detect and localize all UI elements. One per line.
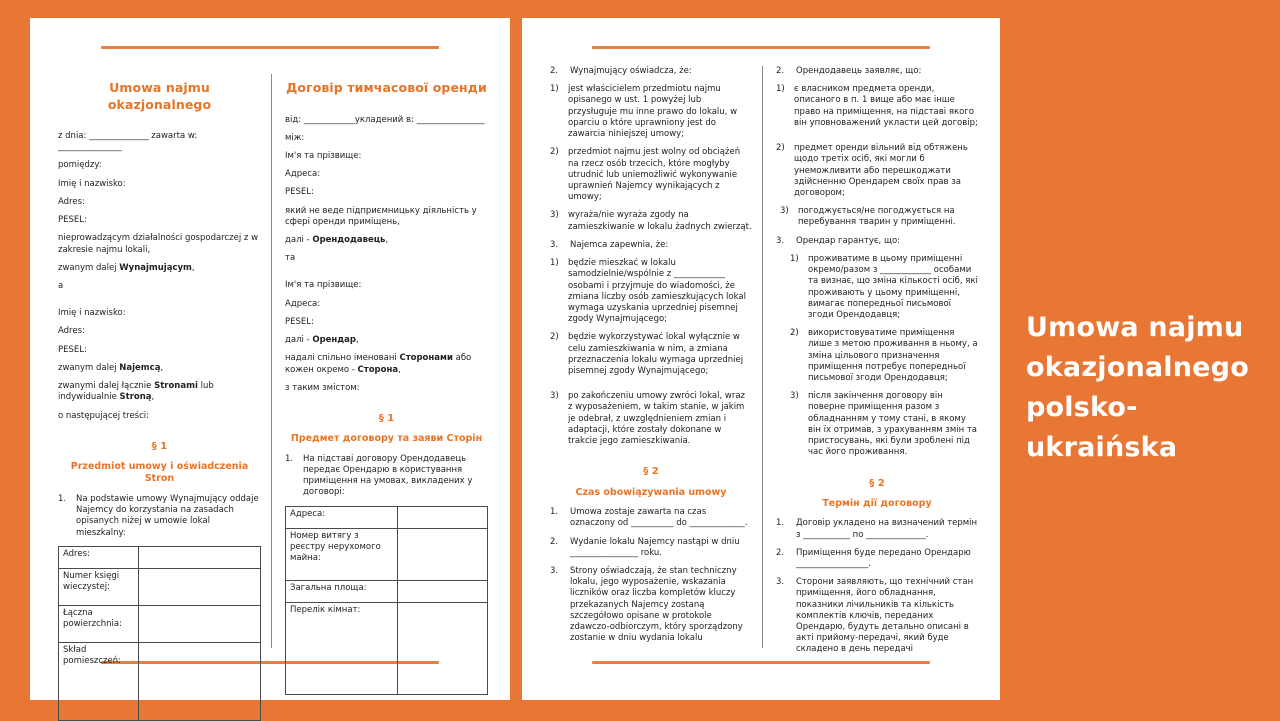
parties-designation: zwanymi dalej łącznie Stronami lub indywidualnie Stroną, <box>58 381 214 403</box>
clause-number: 3. <box>550 239 559 250</box>
clause-number: 2) <box>776 143 785 154</box>
table-row <box>286 602 488 694</box>
clause-text: przedmiot najmu jest wolny od obciążeń na rzecz osób trzecich, które mogłyby utrudnić lub uniemożliwić wykonywanie uprawnień Najemcy wynikających z umowy; <box>568 147 741 203</box>
table-row <box>59 642 261 720</box>
parties-designation: надалі спільно іменовані Сторонами або кожен окремо - Сторона, <box>285 353 472 375</box>
clause-text: Орендар гарантує, що: <box>796 235 901 246</box>
section-number: § 2 <box>869 477 885 489</box>
page1-columns <box>46 74 498 666</box>
landlord-designation: далі - Орендодавець, <box>285 235 389 246</box>
clause-number: 3) <box>550 391 559 402</box>
page2-column-ukrainian <box>762 66 988 655</box>
clause-item <box>550 66 752 77</box>
table-value-cell <box>139 546 261 568</box>
clause-number: 1. <box>285 453 294 464</box>
clause-subitem <box>550 210 752 232</box>
clause-number: 2) <box>550 147 559 158</box>
pesel-field-label: PESEL: <box>58 344 87 355</box>
contract-title-polish: Umowa najmu okazjonalnego <box>107 80 212 112</box>
clause-text: Приміщення буде передано Орендарю _________________. <box>796 547 971 569</box>
clause-number: 1. <box>550 507 559 518</box>
clause-text: Wydanie lokalu Najemcy nastąpi w dniu ________________ roku. <box>570 536 740 558</box>
section-title: Czas obowiązywania umowy <box>575 486 727 498</box>
table-row <box>286 528 488 580</box>
clause-text: проживатиме в цьому приміщенні окремо/разом з ____________ особами та визнає, що зміна кількості осіб, які проживають у цьому приміщенні, вимагає попередньої письмової згоди Орендодавця; <box>808 253 978 320</box>
clause-number: 1) <box>550 258 559 269</box>
clause-number: 3. <box>776 235 785 246</box>
clause-number: 1) <box>776 84 785 95</box>
pesel-field-label: PESEL: <box>285 316 314 327</box>
between-label: між: <box>285 132 305 143</box>
table-label-cell: Łączna powierzchnia: <box>59 605 139 642</box>
table-label-cell: Номер витягу з реєстру нерухомого майна: <box>286 528 398 580</box>
clause-item <box>550 537 752 559</box>
cover-caption-line: polsko-ukraińska <box>1026 392 1178 463</box>
clause-item <box>285 454 488 499</box>
cover-caption <box>1026 308 1280 468</box>
table-value-cell <box>398 580 488 602</box>
address-field-label: Адреса: <box>285 169 321 180</box>
table-label-cell: Адреса: <box>286 506 398 528</box>
clause-number: 3. <box>776 577 785 588</box>
clause-number: 1) <box>790 253 799 264</box>
clause-text: jest właścicielem przedmiotu najmu opisanego w ust. 1 powyżej lub przysługuje mu inne prawo do lokalu, w oparciu o które uprawniony jest do zawarcia niniejszej umowy; <box>568 84 738 140</box>
clause-text: Орендодавець заявляє, що: <box>796 66 922 76</box>
section-number: § 1 <box>151 440 168 452</box>
clause-item <box>550 240 752 251</box>
section-number: § 2 <box>643 466 659 478</box>
table-value-cell <box>139 568 261 605</box>
tenant-designation: далі - Орендар, <box>285 335 359 346</box>
content-intro: o następującej treści: <box>58 410 150 421</box>
clause-subitem <box>776 328 978 384</box>
table-value-cell <box>139 605 261 642</box>
clause-text: będzie wykorzystywać lokal wyłącznie w celu zamieszkiwania w nim, a zmiana przeznaczenia lokalu wymaga uprzedniej pisemnej zgody Wynajmującego; <box>568 332 744 377</box>
clause-text: погоджується/не погоджується на перебування тварин у приміщенні. <box>798 206 956 228</box>
clause-number: 2) <box>790 328 799 339</box>
page2-columns <box>538 66 988 655</box>
name-field-label: Imię i nazwisko: <box>58 178 126 189</box>
clause-item <box>58 494 261 539</box>
table-row <box>59 605 261 642</box>
document-page-1 <box>30 18 510 700</box>
name-field-label: Ім'я та прізвище: <box>285 150 362 161</box>
clause-number: 2. <box>776 66 785 76</box>
clause-text: Umowa zostaje zawarta na czas oznaczony od __________ do _____________. <box>570 507 748 529</box>
table-value-cell <box>398 528 488 580</box>
property-details-table <box>285 506 488 695</box>
landlord-designation: zwanym dalej Wynajmującym, <box>58 262 195 273</box>
page2-column-polish <box>538 66 762 648</box>
name-field-label: Imię i nazwisko: <box>58 308 126 319</box>
table-value-cell <box>139 642 261 720</box>
business-activity-clause: який не веде підприємницьку діяльність у сфері оренди приміщень, <box>285 205 477 227</box>
clause-number: 3) <box>550 210 559 221</box>
date-and-place-line: від: ____________укладений в: ________________ <box>285 114 485 125</box>
section-2-heading <box>550 465 752 499</box>
and-label: a <box>58 280 64 291</box>
table-label-cell: Загальна площа: <box>286 580 398 602</box>
section-1-heading <box>285 412 488 446</box>
document-page-2 <box>522 18 1000 700</box>
table-row <box>59 568 261 605</box>
clause-subitem <box>776 206 978 228</box>
table-row <box>286 506 488 528</box>
clause-number: 2) <box>550 332 559 343</box>
pesel-field-label: PESEL: <box>285 187 314 198</box>
table-label-cell: Adres: <box>59 546 139 568</box>
clause-subitem <box>550 84 752 140</box>
clause-number: 1. <box>776 518 785 529</box>
section-1-heading <box>58 440 261 486</box>
clause-subitem <box>550 391 752 447</box>
clause-text: На підставі договору Орендодавець передає Орендарю в користування приміщення на умовах, викладених у договорі: <box>303 453 473 498</box>
clause-number: 3) <box>780 206 789 217</box>
clause-number: 3) <box>790 391 799 402</box>
clause-subitem <box>550 147 752 203</box>
clause-text: będzie mieszkać w lokalu samodzielnie/wspólnie z ____________ osobami i przyjmuje do wiadomości, że zmiana liczby osób zamieszkujących lokal wymaga uzyskania uprzedniej pisemnej zgody Wynajmującego; <box>568 258 746 325</box>
clause-text: po zakończeniu umowy zwróci lokal, wraz z wyposażeniem, w takim stanie, w jakim je odebrał, z uwzględnieniem zmian i adaptacji, które zostały dokonane w trakcie jego zamieszkiwania. <box>568 391 746 447</box>
clause-text: Na podstawie umowy Wynajmujący oddaje Najemcy do korzystania na zasadach opisanych niżej w umowie lokal mieszkalny: <box>76 493 259 538</box>
section-number: § 1 <box>378 413 395 424</box>
section-title: Przedmiot umowy i oświadczenia Stron <box>70 460 249 485</box>
clause-subitem <box>776 254 978 321</box>
top-divider-rule <box>101 46 439 49</box>
clause-text: Сторони заявляють, що технічний стан приміщення, його обладнання, показники лічильників та кількість комплектів ключів, переданих Орендарю, будуть детально описані в акті прийому-передачі, який буде складено в день передачі <box>796 577 974 655</box>
clause-number: 2. <box>550 66 559 76</box>
name-field-label: Ім'я та прізвище: <box>285 280 362 291</box>
property-details-table <box>58 546 261 721</box>
section-title: Термін дії договору <box>822 497 932 509</box>
page1-column-polish <box>46 74 271 666</box>
section-title: Предмет договору та заяви Сторін <box>290 433 483 445</box>
clause-item <box>776 518 978 540</box>
clause-item <box>776 236 978 247</box>
clause-text: після закінчення договору він поверне приміщення разом з обладнанням у тому стані, в якому він їх отримав, з урахуванням змін та пристосувань, які були зроблені під час його проживання. <box>808 391 978 458</box>
clause-subitem <box>776 391 978 458</box>
address-field-label: Adres: <box>58 196 85 207</box>
table-row <box>59 546 261 568</box>
clause-number: 1. <box>58 493 67 504</box>
pesel-field-label: PESEL: <box>58 215 87 226</box>
clause-item <box>776 66 978 77</box>
clause-subitem <box>776 143 978 199</box>
clause-item <box>776 548 978 570</box>
date-and-place-line: z dnia: ______________ zawarta w: _______________ <box>58 131 198 153</box>
contract-title-ukrainian: Договір тимчасової оренди <box>286 80 487 95</box>
top-divider-rule <box>592 46 930 49</box>
clause-subitem <box>550 332 752 377</box>
clause-item <box>776 577 978 656</box>
table-label-cell: Перелік кімнат: <box>286 602 398 694</box>
clause-text: Договір укладено на визначений термін з ___________ по ______________. <box>796 518 978 540</box>
table-value-cell <box>398 602 488 694</box>
table-label-cell: Skład pomieszczeń: <box>59 642 139 720</box>
clause-text: Wynajmujący oświadcza, że: <box>570 66 692 76</box>
bottom-divider-rule <box>592 661 930 664</box>
clause-text: Najemca zapewnia, że: <box>570 239 669 250</box>
between-label: pomiędzy: <box>58 160 102 171</box>
content-intro: з таким змістом: <box>285 382 360 393</box>
clause-text: предмет оренди вільний від обтяжень щодо третіх осіб, які могли б унеможливити або перешкоджати здійсненню Орендарем своїх прав за договором; <box>794 143 968 198</box>
table-label-cell: Numer księgi wieczystej: <box>59 568 139 605</box>
clause-number: 2. <box>550 536 559 547</box>
table-row <box>286 580 488 602</box>
clause-text: wyraża/nie wyraża zgody na zamieszkiwanie w lokalu żadnych zwierząt. <box>568 210 752 232</box>
clause-text: Strony oświadczają, że stan techniczny lokalu, jego wyposażenie, wskazania liczników oraz liczba kompletów kluczy przekazanych Najemcy zostaną szczegółowo opisane w protokole zdawczo-odbiorczym, który sporządzony zostanie w dniu wydania lokalu <box>570 565 743 644</box>
clause-item <box>550 566 752 645</box>
page1-column-ukrainian <box>271 74 498 648</box>
cover-caption-line: okazjonalnego <box>1026 352 1249 383</box>
clause-number: 2. <box>776 547 785 558</box>
section-2-heading <box>776 477 978 511</box>
cover-caption-line: Umowa najmu <box>1026 312 1244 343</box>
clause-text: використовуватиме приміщення лише з метою проживання в ньому, а зміна цільового призначення приміщення потребує попередньої письмової згоди Орендодавця; <box>808 328 978 384</box>
tenant-designation: zwanym dalej Najemcą, <box>58 362 164 373</box>
address-field-label: Adres: <box>58 326 85 337</box>
clause-item <box>550 507 752 529</box>
business-activity-clause: nieprowadzącym działalności gospodarczej z w zakresie najmu lokali, <box>58 233 259 255</box>
clause-subitem <box>550 258 752 325</box>
address-field-label: Адреса: <box>285 298 321 309</box>
clause-text: є власником предмета оренди, описаного в п. 1 вище або має інше право на приміщення, на підставі якого він уповноважений укласти цей договір; <box>794 84 978 128</box>
clause-number: 1) <box>550 84 559 95</box>
and-label: та <box>285 253 296 264</box>
clause-number: 3. <box>550 565 559 576</box>
clause-subitem <box>776 84 978 129</box>
table-value-cell <box>398 506 488 528</box>
